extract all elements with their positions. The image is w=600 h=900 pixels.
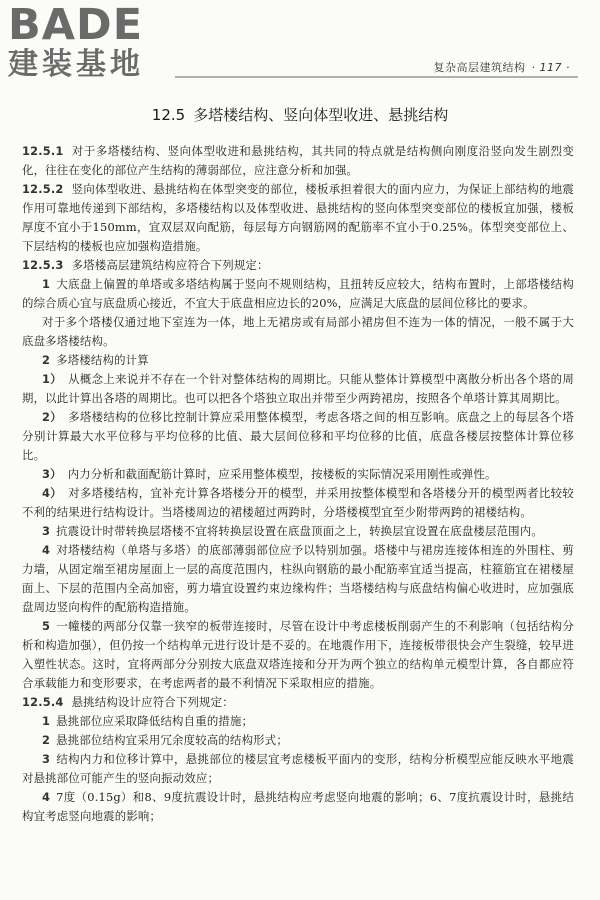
clause-text: 悬挑结构设计应符合下列规定： [71, 695, 234, 709]
list-item [22, 370, 574, 408]
item-text: 抗震设计时带转换层塔楼不宜将转换层设置在底盘顶面之上，转换层宜设置在底盘楼层范围内。 [56, 524, 543, 538]
item-number: 3 [42, 524, 51, 538]
section-number: 12.5 [151, 106, 186, 124]
item-number: 2 [42, 733, 51, 747]
clause-text: 对于多塔楼结构、竖向体型收进和悬挑结构，其共同的特点就是结构侧向刚度沿竖向发生剧烈变化，往往在变化的部位产生结构的薄弱部位，应注意分析和加强。 [22, 144, 574, 177]
list-item [22, 617, 574, 693]
item-number: 4） [42, 486, 63, 500]
item-number: 3 [42, 752, 51, 766]
item-number: 1） [42, 372, 63, 386]
section-heading [0, 104, 600, 125]
list-item [22, 408, 574, 465]
clause-number: 12.5.2 [22, 182, 64, 196]
item-text: 大底盘上偏置的单塔或多塔结构属于竖向不规则结构，且扭转反应较大，结构布置时，上部塔楼结构的综合质心宜与底盘质心接近，不宜大于底盘相应边长的20%，应满足大底盘的层间位移比的要求。 [22, 277, 574, 310]
list-item [22, 484, 574, 522]
section-title-text: 多塔楼结构、竖向体型收进、悬挑结构 [193, 106, 449, 124]
item-text: 内力分析和截面配筋计算时，应采用整体模型，按楼板的实际情况采用刚性或弹性。 [67, 467, 497, 481]
item-text: 7度（0.15g）和8、9度抗震设计时，悬挑结构应考虑竖向地震的影响；6、7度抗震设计时，悬挑结构宜考虑竖向地震的影响； [22, 790, 574, 823]
list-item [22, 351, 574, 370]
clause-12-5-4 [22, 693, 574, 712]
item-number: 4 [42, 543, 51, 557]
clause-12-5-2 [22, 180, 574, 256]
body-text [22, 142, 574, 826]
list-item [22, 275, 574, 313]
item-text: 对塔楼结构（单塔与多塔）的底部薄弱部位应予以特别加强。塔楼中与裙房连接体相连的外围柱、剪力墙，从固定端至裙房屋面上一层的高度范围内，柱纵向钢筋的最小配筋率宜适当提高，柱箍筋宜在裙楼屋面上、下层的范围内全高加密，剪力墙宜设置约束边缘构件；当塔楼结构与底盘结构偏心收进时，应加强底盘周边竖向构件的配筋构造措施。 [22, 543, 574, 614]
list-item [22, 522, 574, 541]
item-text: 从概念上来说并不存在一个针对整体结构的周期比。只能从整体计算模型中离散分析出各个塔的周期，以此计算出各塔的周期比。也可以把各个塔独立取出并带至少两跨裙房，按照各个单塔计算其周期比。 [22, 372, 574, 405]
publisher-logo [8, 2, 178, 82]
clause-number: 12.5.4 [22, 695, 64, 709]
item-text: 悬挑部位结构宜采用冗余度较高的结构形式； [56, 733, 288, 747]
item-text: 对于多个塔楼仅通过地下室连为一体，地上无裙房或有局部小裙房但不连为一体的情况，一般不属于大底盘多塔楼结构。 [22, 315, 574, 348]
item-text: 结构内力和位移计算中，悬挑部位的楼层宜考虑楼板平面内的变形，结构分析模型应能反映水平地震对悬挑部位可能产生的竖向振动效应； [22, 752, 574, 785]
item-text: 一幢楼的两部分仅靠一狭窄的板带连接时，尽管在设计中考虑楼板削弱产生的不利影响（包括结构分析和构造加强），但仍按一个结构单元进行设计是不妥的。在地震作用下，连接板带很快会产生裂缝，较早进入塑性状态。这时，宜将两部分分别按大底盘双塔连接和分开为两个独立的结构单元模型计算，各自都应符合承载能力和变形要求，在考虑两者的最不利情况下采取相应的措施。 [22, 619, 574, 690]
list-item [22, 731, 574, 750]
item-number: 3） [42, 467, 62, 481]
chapter-title: 复杂高层建筑结构 [433, 61, 526, 74]
list-item [22, 750, 574, 788]
item-text: 对多塔楼结构，宜补充计算各塔楼分开的模型，并采用按整体模型和各塔楼分开的模型两者比较较不利的结果进行结构设计。当塔楼周边的裙楼超过两跨时，分塔楼模型宜至少附带两跨的裙楼结构。 [22, 486, 574, 519]
item-number: 1 [42, 277, 51, 291]
item-number: 2） [42, 410, 63, 424]
item-text: 悬挑部位应采取降低结构自重的措施； [56, 714, 254, 728]
running-header [434, 59, 570, 75]
list-item [22, 313, 574, 351]
item-text: 多塔楼结构的位移比控制计算应采用整体模型，考虑各塔之间的相互影响。底盘之上的每层各个塔分别计算最大水平位移与平均位移的比值、最大层间位移和平均位移的比值，底盘各楼层按整体计算位移比。 [22, 410, 574, 462]
clause-number: 12.5.3 [22, 258, 64, 272]
logo-wordmark: BADE [8, 0, 144, 50]
header-divider [175, 76, 578, 78]
clause-text: 多塔楼高层建筑结构应符合下列规定： [71, 258, 269, 272]
page-number: · 117 · [531, 61, 570, 74]
list-item [22, 541, 574, 617]
list-item [22, 712, 574, 731]
item-text: 多塔楼结构的计算 [56, 353, 149, 367]
item-number: 4 [42, 790, 51, 804]
item-number: 2 [42, 353, 51, 367]
list-item [22, 465, 574, 484]
clause-text: 竖向体型收进、悬挑结构在体型突变的部位，楼板承担着很大的面内应力，为保证上部结构的地震作用可靠地传递到下部结构，多塔楼结构以及体型收进、悬挑结构的竖向体型突变部位的楼板宜加强，楼板厚度不宜小于150mm，宜双层双向配筋，每层每方向钢筋网的配筋率不宜小于0.25%。体型突变部位上、下层结构的楼板也应加强构造措施。 [22, 182, 574, 253]
clause-number: 12.5.1 [22, 144, 64, 158]
logo-subtitle: 建装基地 [8, 47, 144, 82]
item-number: 5 [42, 619, 51, 633]
clause-12-5-3 [22, 256, 574, 275]
list-item [22, 788, 574, 826]
clause-12-5-1 [22, 142, 574, 180]
item-number: 1 [42, 714, 51, 728]
